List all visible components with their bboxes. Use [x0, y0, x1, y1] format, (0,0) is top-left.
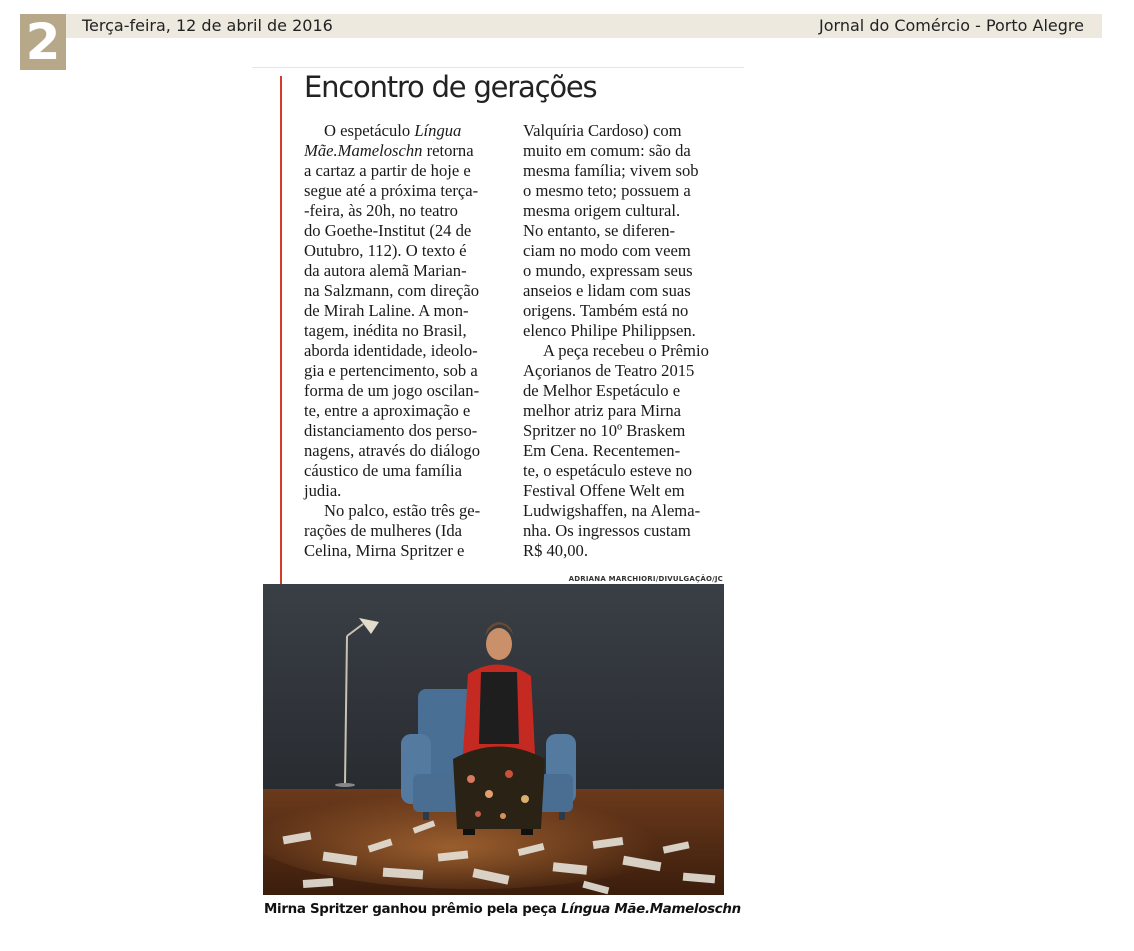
article-line: Ludwigshaffen, na Alema- — [523, 501, 701, 520]
article-line: aborda identidade, ideolo- — [304, 341, 478, 360]
article-line: o mesmo teto; possuem a — [523, 181, 691, 200]
article-line: judia. — [304, 481, 342, 500]
issue-date: Terça-feira, 12 de abril de 2016 — [82, 16, 333, 35]
article-line: Valquíria Cardoso) com — [523, 121, 682, 140]
newspaper-name: Jornal do Comércio - Porto Alegre — [819, 16, 1084, 35]
article-photo — [263, 584, 724, 895]
article-line: da autora alemã Marian- — [304, 261, 467, 280]
article-line: te, entre a aproximação e — [304, 401, 471, 420]
article-line: Outubro, 112). O texto é — [304, 241, 467, 260]
article-line: No entanto, se diferen- — [523, 221, 676, 240]
article-line: Celina, Mirna Spritzer e — [304, 541, 465, 560]
article-line: gia e pertencimento, sob a — [304, 361, 478, 380]
article-column-1 — [304, 121, 504, 561]
article-line: te, o espetáculo esteve no — [523, 461, 693, 480]
photo-caption: Mirna Spritzer ganhou prêmio pela peça Língua Mãe.Mameloschn — [264, 902, 741, 917]
article-line: de Mirah Laline. A mon- — [304, 301, 469, 320]
article-line: de Melhor Espetáculo e — [523, 381, 681, 400]
article-line: anseios e lidam com suas — [523, 281, 691, 300]
article-line: A peça recebeu o Prêmio — [543, 341, 709, 360]
article-line: ciam no modo com veem — [523, 241, 691, 260]
article-line: na Salzmann, com direção — [304, 281, 480, 300]
article-headline: Encontro de gerações — [304, 70, 597, 104]
article-column-2 — [523, 121, 723, 561]
article-line: segue até a próxima terça- — [304, 181, 479, 200]
article-line: o mundo, expressam seus — [523, 261, 693, 280]
article-line: tagem, inédita no Brasil, — [304, 321, 467, 340]
article-line: Em Cena. Recentemen- — [523, 441, 681, 460]
photo-credit: ADRIANA MARCHIORI/DIVULGAÇÃO/JC — [568, 575, 723, 583]
article-line: rações de mulheres (Ida — [304, 521, 463, 540]
article-line: elenco Philipe Philippsen. — [523, 321, 696, 340]
article-line: distanciamento dos perso- — [304, 421, 478, 440]
article-line: R$ 40,00. — [523, 541, 588, 560]
article-line: Festival Offene Welt em — [523, 481, 685, 500]
article-line: melhor atriz para Mirna — [523, 401, 682, 420]
article-line: forma de um jogo oscilan- — [304, 381, 480, 400]
article-line: cáustico de uma família — [304, 461, 463, 480]
article-line: Mãe.Mameloschn retorna — [304, 141, 474, 160]
top-divider — [252, 67, 744, 68]
stage-photo-illustration — [263, 584, 724, 895]
article-line: nagens, através do diálogo — [304, 441, 481, 460]
article-line: O espetáculo Língua — [324, 121, 462, 140]
article-line: mesma origem cultural. — [523, 201, 681, 220]
article-line: -feira, às 20h, no teatro — [304, 201, 458, 220]
page-number: 2 — [20, 14, 66, 70]
article-line: Spritzer no 10º Braskem — [523, 421, 686, 440]
page-header — [66, 14, 1102, 38]
article-line: nha. Os ingressos custam — [523, 521, 691, 540]
article-line: do Goethe-Institut (24 de — [304, 221, 472, 240]
accent-rule — [280, 76, 282, 636]
article-line: No palco, estão três ge- — [324, 501, 481, 520]
article-line: a cartaz a partir de hoje e — [304, 161, 471, 180]
article-line: origens. Também está no — [523, 301, 689, 320]
article-line: mesma família; vivem sob — [523, 161, 699, 180]
article-line: Açorianos de Teatro 2015 — [523, 361, 695, 380]
article-line: muito em comum: são da — [523, 141, 691, 160]
